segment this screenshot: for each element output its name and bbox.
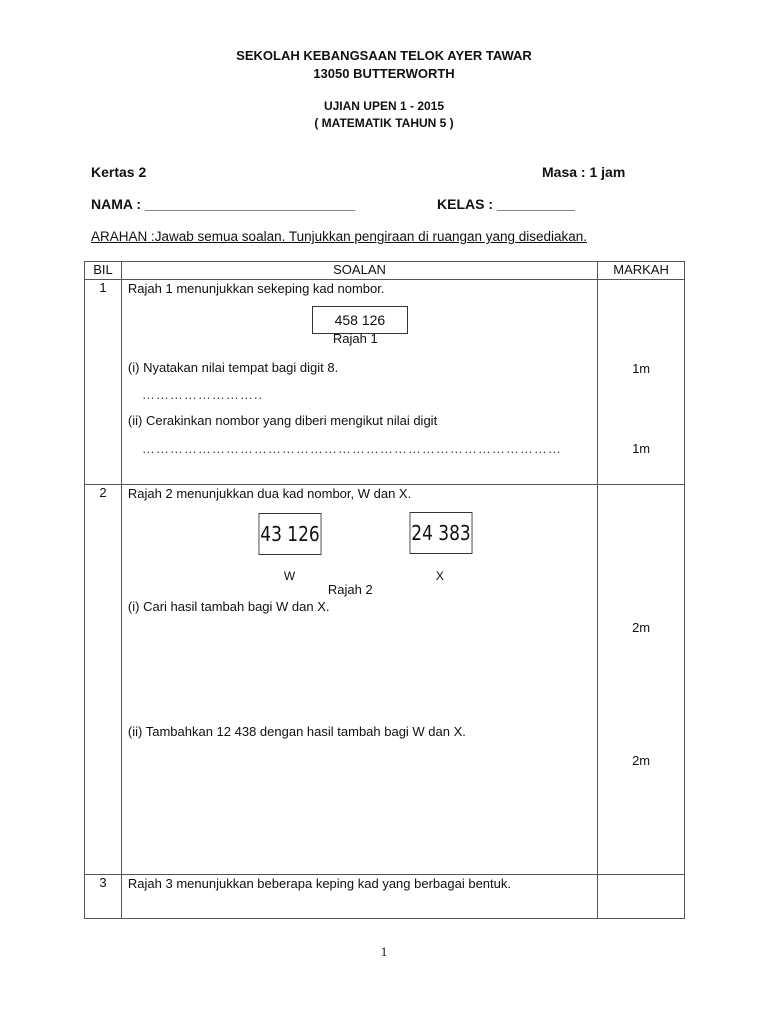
q1-text: Rajah 1 menunjukkan sekeping kad nombor. [127, 281, 385, 296]
q2-card-x: 24 383 [409, 512, 472, 554]
q1-part-i: (i) Nyatakan nilai tempat bagi digit 8. [127, 360, 339, 375]
q2-marks [598, 485, 685, 875]
q1-number-card: 458 126 [312, 306, 408, 334]
header-soalan: SOALAN [121, 262, 597, 280]
table-header-row [85, 262, 685, 280]
q2-part-i: (i) Cari hasil tambah bagi W dan X. [127, 599, 330, 614]
q1-answer-line-i: …………………….. [141, 387, 264, 402]
page-number: 1 [380, 944, 388, 959]
q3-text: Rajah 3 menunjukkan beberapa keping kad yang berbagai bentuk. [127, 876, 511, 891]
q2-content [121, 485, 597, 875]
exam-subject: ( MATEMATIK TAHUN 5 ) [314, 116, 454, 130]
time-label: Masa : 1 jam [542, 164, 626, 180]
exam-title: UJIAN UPEN 1 - 2015 [323, 99, 445, 113]
q1-mark-i: 1m [632, 361, 651, 376]
class-field: KELAS : __________ [437, 196, 575, 212]
q1-content [121, 280, 597, 485]
q3-marks [598, 875, 685, 919]
instruction: ARAHAN :Jawab semua soalan. Tunjukkan pengiraan di ruangan yang disediakan. [91, 229, 588, 244]
q1-mark-ii: 1m [632, 441, 651, 456]
q3-content [121, 875, 597, 919]
q1-part-ii: (ii) Cerakinkan nombor yang diberi mengikut nilai digit [127, 413, 438, 428]
q1-marks [598, 280, 685, 485]
header-markah: MARKAH [598, 262, 685, 280]
question-row-2 [85, 485, 685, 875]
q1-caption: Rajah 1 [332, 331, 378, 346]
q2-mark-i: 2m [632, 620, 651, 635]
paper-label: Kertas 2 [91, 164, 147, 180]
school-address: 13050 BUTTERWORTH [313, 66, 455, 81]
q2-mark-ii: 2m [632, 753, 651, 768]
q2-number: 2 [85, 485, 122, 875]
q2-caption: Rajah 2 [327, 582, 373, 597]
school-name: SEKOLAH KEBANGSAAN TELOK AYER TAWAR [236, 48, 532, 63]
question-row-3 [85, 875, 685, 919]
q2-label-x: X [435, 569, 444, 583]
q1-answer-line-ii: ……………………………………………………………………………… [141, 441, 562, 456]
q1-number: 1 [85, 280, 122, 485]
header-bil: BIL [85, 262, 122, 280]
q2-card-w: 43 126 [258, 513, 321, 555]
q2-part-ii: (ii) Tambahkan 12 438 dengan hasil tambah bagi W dan X. [127, 724, 466, 739]
q2-text: Rajah 2 menunjukkan dua kad nombor, W dan X. [127, 486, 412, 501]
name-field: NAMA : ___________________________ [91, 196, 356, 212]
question-row-1 [85, 280, 685, 485]
q3-number: 3 [85, 875, 122, 919]
question-table [84, 261, 685, 919]
q2-label-w: W [283, 569, 296, 583]
